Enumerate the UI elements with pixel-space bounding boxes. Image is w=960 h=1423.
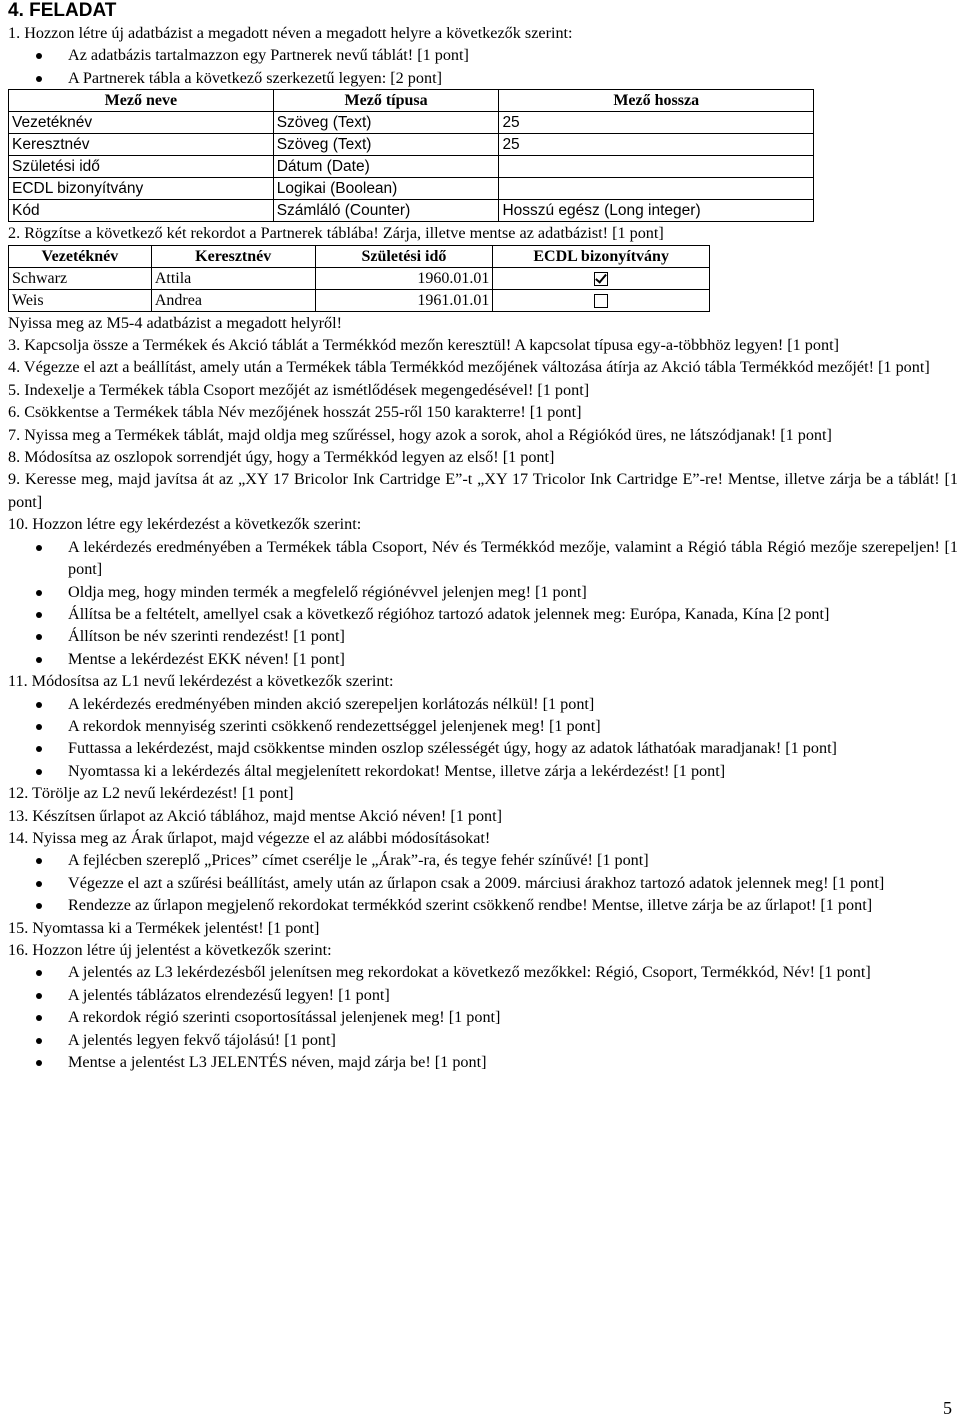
task-1-bullet: A Partnerek tábla a következő szerkezetű legyen: [2 pont] xyxy=(8,67,958,89)
bullet-icon xyxy=(36,970,42,976)
table-row xyxy=(9,289,710,311)
table-cell xyxy=(493,289,710,311)
bullet-icon xyxy=(36,657,42,663)
page-number: 5 xyxy=(943,1397,952,1418)
task-14-bullet: Rendezze az űrlapon megjelenő rekordokat termékkód szerint csökkenő rendbe! Mentse, illetve zárja be az űrlapot! [1 pont] xyxy=(8,894,958,916)
bullet-icon xyxy=(36,76,42,82)
bullet-icon xyxy=(36,1038,42,1044)
task-13: 13. Készítsen űrlapot az Akció táblához, majd mentse Akció néven! [1 pont] xyxy=(8,806,503,825)
task-16: 16. Hozzon létre új jelentést a következők szerint: xyxy=(8,941,332,959)
open-database-instruction: Nyissa meg az M5-4 adatbázist a megadott helyről! xyxy=(8,313,342,332)
task-3: 3. Kapcsolja össze a Termékek és Akció táblát a Termékkód mezőn keresztül! A kapcsolat típusa egy-a-többhöz legyen! [1 pont] xyxy=(8,336,839,355)
table-row xyxy=(9,112,814,134)
bullet-icon xyxy=(36,634,42,640)
bullet-icon xyxy=(36,903,42,909)
column-header: ECDL bizonyítvány xyxy=(493,245,710,267)
table-header-row xyxy=(9,245,710,267)
bullet-icon xyxy=(36,702,42,708)
task-16-bullet: A jelentés legyen fekvő tájolású! [1 pont] xyxy=(8,1029,958,1051)
task-8: 8. Módosítsa az oszlopok sorrendjét úgy, hogy a Termékkód legyen az első! [1 pont] xyxy=(8,448,555,467)
task-16-bullet: A jelentés az L3 lekérdezésből jelenítsen meg rekordokat a következő mezőkkel: Régió, Csoport, Termékkód, Név! [1 pont] xyxy=(8,961,958,983)
document-page xyxy=(8,0,958,1073)
task-10: 10. Hozzon létre egy lekérdezést a következők szerint: xyxy=(8,515,362,534)
table-cell: Attila xyxy=(151,267,315,289)
table-row xyxy=(9,200,814,222)
table-cell: Vezetéknév xyxy=(9,112,274,134)
task-10-bullet: Állítsa be a feltételt, amellyel csak a következő régióhoz tartozó adatok jelennek meg: Európa, Kanada, Kína [2 pont] xyxy=(8,603,958,625)
bullet-icon xyxy=(36,746,42,752)
structure-table xyxy=(8,89,814,222)
table-cell: 1960.01.01 xyxy=(315,267,493,289)
task-10-bullet: Oldja meg, hogy minden termék a megfelelő régiónévvel jelenjen meg! [1 pont] xyxy=(8,581,958,603)
bullet-icon xyxy=(36,769,42,775)
bullet-icon xyxy=(36,1060,42,1066)
bullet-icon xyxy=(36,881,42,887)
table-cell: Schwarz xyxy=(9,267,152,289)
table-cell: Születési idő xyxy=(9,156,274,178)
task-16-bullet: A rekordok régió szerinti csoportosítással jelenjenek meg! [1 pont] xyxy=(8,1006,958,1028)
task-14-bullet: A fejlécben szereplő „Prices” címet cserélje le „Árak”-ra, és tegye fehér színűvé! [1 pont] xyxy=(8,849,958,871)
table-header-row xyxy=(9,90,814,112)
task-6: 6. Csökkentse a Termékek tábla Név mezőjének hosszát 255-ről 150 karakterre! [1 pont] xyxy=(8,403,582,422)
bullet-icon xyxy=(36,993,42,999)
unchecked-checkbox-icon xyxy=(594,294,608,308)
column-header: Mező típusa xyxy=(273,90,499,112)
table-cell xyxy=(499,178,814,200)
table-cell: Hosszú egész (Long integer) xyxy=(499,200,814,222)
column-header: Mező neve xyxy=(9,90,274,112)
bullet-icon xyxy=(36,545,42,551)
table-cell: Logikai (Boolean) xyxy=(273,178,499,200)
task-7: 7. Nyissa meg a Termékek táblát, majd oldja meg szűréssel, hogy azok a sorok, ahol a Régiókód üres, ne látszódjanak! [1 pont] xyxy=(8,425,832,444)
task-14: 14. Nyissa meg az Árak űrlapot, majd végezze el az alábbi módosításokat! xyxy=(8,828,491,847)
table-cell: Kód xyxy=(9,200,274,222)
task-11-bullet: A rekordok mennyiség szerinti csökkenő rendezettséggel jelenjenek meg! [1 pont] xyxy=(8,715,958,737)
bullet-icon xyxy=(36,724,42,730)
bullet-icon xyxy=(36,53,42,59)
column-header: Születési idő xyxy=(315,245,493,267)
column-header: Keresztnév xyxy=(151,245,315,267)
task-11-bullet: Nyomtassa ki a lekérdezés által megjelenített rekordokat! Mentse, illetve zárja a lekérdezést! [1 pont] xyxy=(8,760,958,782)
task-16-bullet: Mentse a jelentést L3 JELENTÉS néven, majd zárja be! [1 pont] xyxy=(8,1051,958,1073)
column-header: Mező hossza xyxy=(499,90,814,112)
task-11-bullet: Futtassa a lekérdezést, majd csökkentse minden oszlop szélességét úgy, hogy az adatok láthatóak maradjanak! [1 pont] xyxy=(8,737,958,759)
table-row xyxy=(9,178,814,200)
table-row xyxy=(9,134,814,156)
table-cell: Keresztnév xyxy=(9,134,274,156)
task-4: 4. Végezze el azt a beállítást, amely után a Termékek tábla Termékkód mezőjének változása átírja az Akció tábla Termékkód mezőjét! [1 pont] xyxy=(8,358,930,377)
task-1-bullet: Az adatbázis tartalmazzon egy Partnerek nevű táblát! [1 pont] xyxy=(8,44,958,66)
task-16-bullet: A jelentés táblázatos elrendezésű legyen! [1 pont] xyxy=(8,984,958,1006)
task-1: 1. Hozzon létre új adatbázist a megadott néven a megadott helyre a következők szerint: xyxy=(8,24,573,42)
table-cell: Weis xyxy=(9,289,152,311)
task-9: 9. Keresse meg, majd javítsa át az „XY 17 Bricolor Ink Cartridge E”-t „XY 17 Tricolor Ink Cartridge E”-re! Mentse, illetve zárja be a táblát! [1 pont] xyxy=(8,470,958,511)
task-10-bullet: A lekérdezés eredményében a Termékek tábla Csoport, Név és Termékkód mezője, valamint a Régió tábla Régió mezője szerepeljen! [1 pont] xyxy=(8,536,958,581)
table-cell xyxy=(499,156,814,178)
task-10-bullet: Mentse a lekérdezést EKK néven! [1 pont] xyxy=(8,648,958,670)
column-header: Vezetéknév xyxy=(9,245,152,267)
task-5: 5. Indexelje a Termékek tábla Csoport mezőjét az ismétlődések megengedésével! [1 pont] xyxy=(8,380,590,399)
table-cell: Andrea xyxy=(151,289,315,311)
table-cell: Dátum (Date) xyxy=(273,156,499,178)
table-cell xyxy=(493,267,710,289)
table-row xyxy=(9,156,814,178)
exercise-heading: 4. FELADAT xyxy=(8,0,117,21)
table-cell: ECDL bizonyítvány xyxy=(9,178,274,200)
bullet-icon xyxy=(36,612,42,618)
table-cell: 25 xyxy=(499,112,814,134)
task-12: 12. Törölje az L2 nevű lekérdezést! [1 pont] xyxy=(8,784,294,803)
checked-checkbox-icon xyxy=(594,272,608,286)
task-15: 15. Nyomtassa ki a Termékek jelentést! [1 pont] xyxy=(8,918,320,937)
task-10-bullet: Állítson be név szerinti rendezést! [1 pont] xyxy=(8,625,958,647)
bullet-icon xyxy=(36,590,42,596)
task-11: 11. Módosítsa az L1 nevű lekérdezést a következők szerint: xyxy=(8,672,394,691)
table-cell: Számláló (Counter) xyxy=(273,200,499,222)
task-11-bullet: A lekérdezés eredményében minden akció szerepeljen korlátozás nélkül! [1 pont] xyxy=(8,693,958,715)
bullet-icon xyxy=(36,1015,42,1021)
table-row xyxy=(9,267,710,289)
table-cell: Szöveg (Text) xyxy=(273,112,499,134)
task-14-bullet: Végezze el azt a szűrési beállítást, amely után az űrlapon csak a 2009. márciusi árakhoz tartozó adatok jelennek meg! [1 pont] xyxy=(8,872,958,894)
table-cell: 25 xyxy=(499,134,814,156)
bullet-icon xyxy=(36,858,42,864)
task-2: 2. Rögzítse a következő két rekordot a Partnerek táblába! Zárja, illetve mentse az adatbázist! [1 pont] xyxy=(8,224,664,243)
table-cell: 1961.01.01 xyxy=(315,289,493,311)
table-cell: Szöveg (Text) xyxy=(273,134,499,156)
records-table xyxy=(8,245,710,312)
